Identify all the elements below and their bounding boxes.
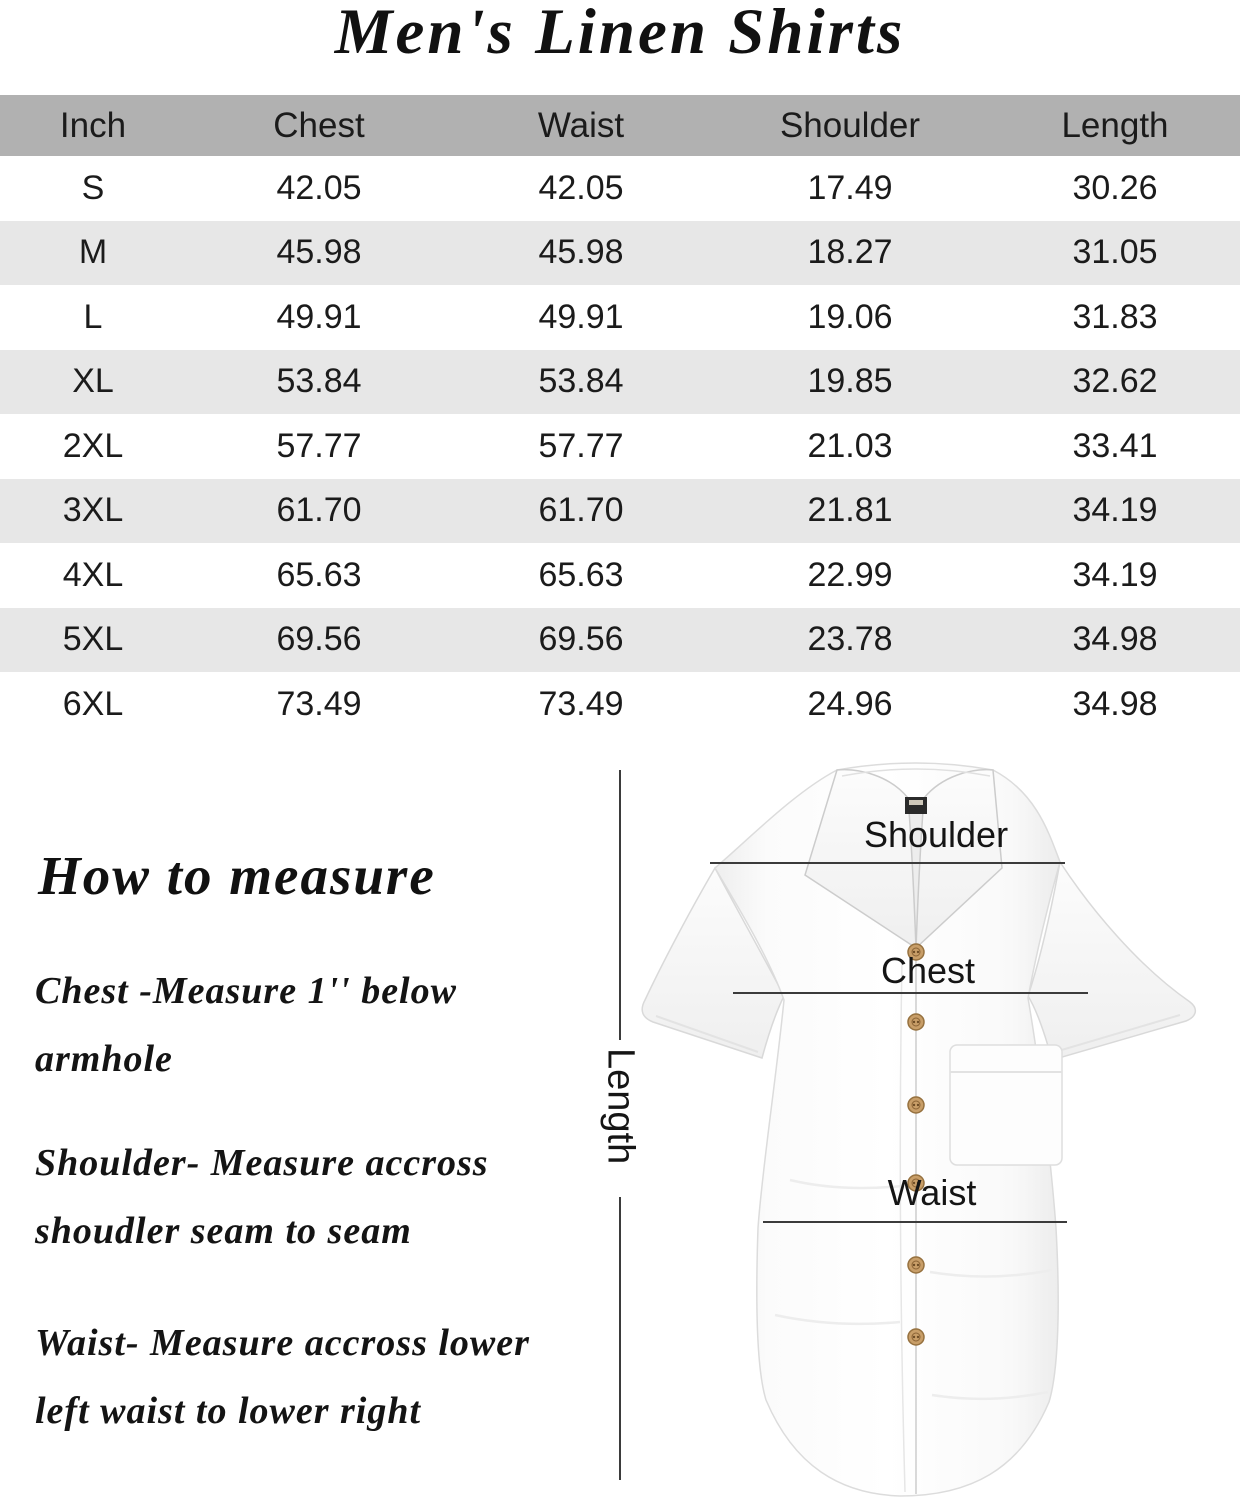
cell-waist: 73.49 <box>538 684 624 723</box>
table-row <box>0 285 1240 350</box>
cell-chest: 57.77 <box>276 426 362 465</box>
button <box>908 1329 924 1345</box>
cell-length: 33.41 <box>1072 426 1158 465</box>
cell-length: 34.98 <box>1072 684 1158 723</box>
size-table <box>0 95 1240 737</box>
cell-waist: 57.77 <box>538 426 624 465</box>
instruction-line: Chest -Measure 1'' below <box>35 970 457 1012</box>
cell-size: 5XL <box>62 620 124 659</box>
instruction-waist <box>35 1309 655 1445</box>
button <box>908 1257 924 1273</box>
instruction-line: Waist- Measure accross lower <box>35 1322 530 1364</box>
header-cell-length: Length <box>1061 105 1169 145</box>
cell-waist: 65.63 <box>538 555 624 594</box>
instruction-chest <box>35 957 655 1093</box>
cell-length: 31.05 <box>1072 233 1158 272</box>
cell-shoulder: 19.85 <box>807 362 893 401</box>
instruction-line: Shoulder- Measure accross <box>35 1142 489 1184</box>
cell-waist: 61.70 <box>538 491 624 530</box>
cell-waist: 45.98 <box>538 233 624 272</box>
page-title: Men's Linen Shirts <box>334 0 906 68</box>
instruction-line: armhole <box>35 1038 173 1080</box>
cell-shoulder: 18.27 <box>807 233 893 272</box>
instruction-line: shoudler seam to seam <box>35 1210 412 1252</box>
table-row <box>0 672 1240 737</box>
cell-chest: 69.56 <box>276 620 362 659</box>
cell-chest: 73.49 <box>276 684 362 723</box>
header-cell-shoulder: Shoulder <box>779 105 921 145</box>
size-table-header-row <box>0 95 1240 156</box>
table-row <box>0 221 1240 286</box>
cell-size: 6XL <box>62 684 124 723</box>
waist-label: Waist <box>887 1172 977 1213</box>
cell-size: 2XL <box>62 426 124 465</box>
cell-chest: 53.84 <box>276 362 362 401</box>
how-to-measure-heading: How to measure <box>38 845 436 906</box>
cell-shoulder: 21.03 <box>807 426 893 465</box>
cell-waist: 42.05 <box>538 168 624 207</box>
table-row <box>0 156 1240 221</box>
cell-waist: 53.84 <box>538 362 624 401</box>
brand-tag <box>905 797 927 814</box>
cell-chest: 45.98 <box>276 233 362 272</box>
header-cell-chest: Chest <box>273 105 365 145</box>
button <box>908 1097 924 1113</box>
cell-waist: 49.91 <box>538 297 624 336</box>
button <box>908 1014 924 1030</box>
cell-length: 30.26 <box>1072 168 1158 207</box>
table-row <box>0 543 1240 608</box>
cell-size: 3XL <box>62 491 124 530</box>
cell-size: 4XL <box>62 555 124 594</box>
cell-shoulder: 19.06 <box>807 297 893 336</box>
length-label: Length <box>599 1048 642 1165</box>
cell-shoulder: 22.99 <box>807 555 893 594</box>
instruction-line: left waist to lower right <box>35 1390 422 1432</box>
cell-length: 34.98 <box>1072 620 1158 659</box>
cell-shoulder: 24.96 <box>807 684 893 723</box>
table-row <box>0 414 1240 479</box>
shirt-sleeve-right <box>1028 862 1195 1060</box>
header-cell-waist: Waist <box>537 105 625 145</box>
shirt-illustration <box>590 750 1240 1500</box>
chest-pocket <box>950 1045 1062 1165</box>
cell-chest: 42.05 <box>276 168 362 207</box>
cell-chest: 65.63 <box>276 555 362 594</box>
table-row <box>0 350 1240 415</box>
table-row <box>0 608 1240 673</box>
shoulder-label: Shoulder <box>863 814 1009 855</box>
cell-length: 34.19 <box>1072 555 1158 594</box>
cell-waist: 69.56 <box>538 620 624 659</box>
table-row <box>0 479 1240 544</box>
size-table-body <box>0 156 1240 737</box>
cell-size: L <box>83 297 103 336</box>
cell-chest: 61.70 <box>276 491 362 530</box>
instruction-shoulder <box>35 1129 655 1265</box>
chest-label: Chest <box>880 950 976 991</box>
cell-length: 31.83 <box>1072 297 1158 336</box>
cell-length: 34.19 <box>1072 491 1158 530</box>
cell-chest: 49.91 <box>276 297 362 336</box>
cell-shoulder: 23.78 <box>807 620 893 659</box>
cell-size: S <box>81 168 105 207</box>
cell-shoulder: 21.81 <box>807 491 893 530</box>
cell-shoulder: 17.49 <box>807 168 893 207</box>
cell-size: XL <box>72 362 114 401</box>
cell-length: 32.62 <box>1072 362 1158 401</box>
cell-size: M <box>78 233 108 272</box>
header-cell-inch: Inch <box>59 105 127 145</box>
